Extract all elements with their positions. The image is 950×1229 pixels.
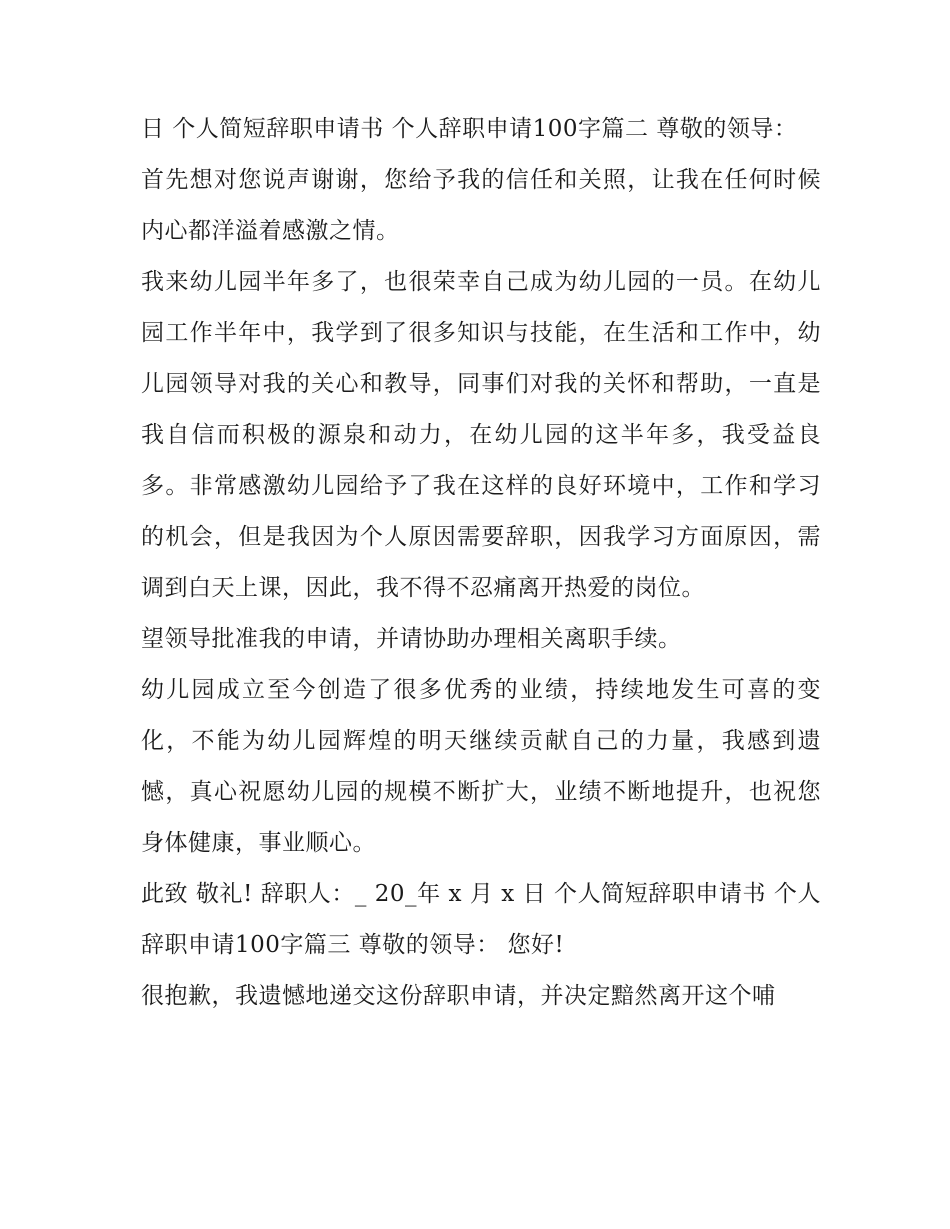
paragraph-6: 此致 敬礼! 辞职人：_ 20_年 x 月 x 日 个人简短辞职申请书 个人辞职申请100字篇三 尊敬的领导： 您好! [141, 881, 821, 958]
paragraph-3: 我来幼儿园半年多了，也很荣幸自己成为幼儿园的一员。在幼儿园工作半年中，我学到了很多知识与技能，在生活和工作中，幼儿园领导对我的关心和教导，同事们对我的关怀和帮助，一直是我自信而积极的源泉和动力，在幼儿园的这半年多，我受益良多。非常感激幼儿园给予了我在这样的良好环境中，工作和学习的机会，但是我因为个人原因需要辞职，因我学习方面原因，需调到白天上课，因此，我不得不忍痛离开热爱的岗位。 [141, 269, 821, 601]
paragraph-4: 望领导批准我的申请，并请协助办理相关离职手续。 [141, 626, 682, 652]
paragraph-1: 日 个人简短辞职申请书 个人辞职申请100字篇二 尊敬的领导： [141, 116, 798, 142]
document-body [141, 104, 821, 1022]
paragraph-5: 幼儿园成立至今创造了很多优秀的业绩，持续地发生可喜的变化，不能为幼儿园辉煌的明天继续贡献自己的力量，我感到遗憾，真心祝愿幼儿园的规模不断扩大，业绩不断地提升，也祝您身体健康，事业顺心。 [141, 677, 821, 856]
paragraph-2: 首先想对您说声谢谢，您给予我的信任和关照，让我在任何时候内心都洋溢着感激之情。 [141, 167, 821, 244]
paragraph-7: 很抱歉，我遗憾地递交这份辞职申请，并决定黯然离开这个哺 [141, 983, 776, 1009]
